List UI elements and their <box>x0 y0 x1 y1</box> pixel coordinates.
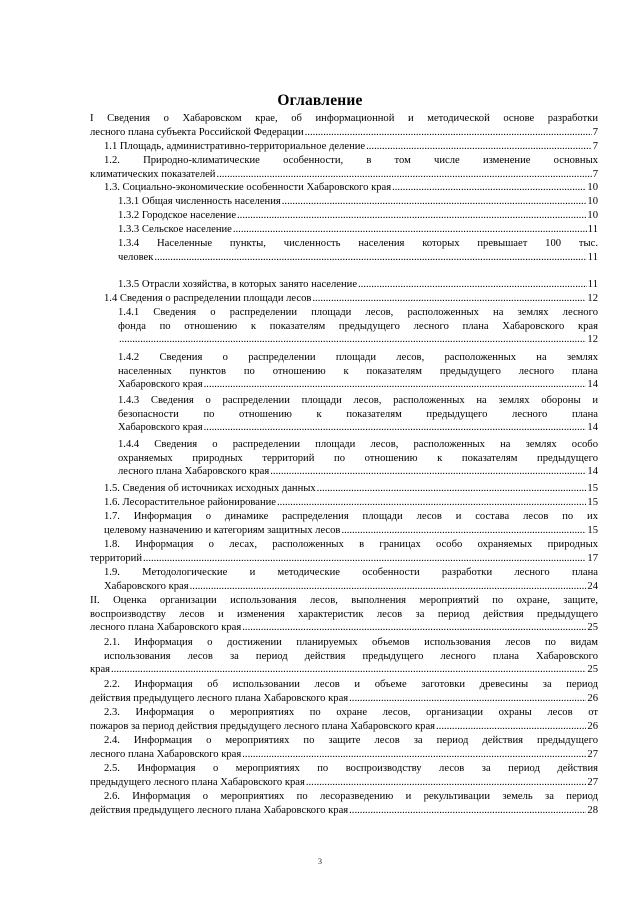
toc-entry-text: 2.1. Информация о достижении планируемых объемов использования лесов по видам <box>104 637 598 648</box>
toc-page-number: 27 <box>587 776 598 788</box>
toc-entry-text: 1.4.3 Сведения о распределении площади лесов, расположенных на землях обороны и <box>118 395 598 406</box>
toc-entry-text: 1.3. Социально-экономические особенности Хабаровского края <box>104 182 392 193</box>
toc-entry-text: 1.5. Сведения об источниках исходных данных <box>104 483 316 494</box>
toc-entry-text: 2.3. Информация о мероприятиях по охране лесов, организации охраны лесов от <box>104 707 598 718</box>
toc-entry-text: лесного плана Хабаровского края <box>118 466 270 478</box>
dot-leader <box>242 621 586 635</box>
page-title: Оглавление <box>277 92 363 109</box>
toc-entry-text: территорий <box>90 552 143 564</box>
page-number: 3 <box>318 857 322 866</box>
toc-entry-text: использования лесов за период действия предыдущего лесного плана Хабаровского <box>104 650 598 662</box>
dot-leader <box>312 292 586 306</box>
toc-entry-text: Хабаровского края <box>104 580 189 592</box>
toc-entry-text: 1.4 Сведения о распределении площади лесов <box>104 293 312 304</box>
toc-page-number: 12 <box>587 334 598 346</box>
toc-page-number: 26 <box>587 692 598 704</box>
toc-entry-text: 1.4.1 Сведения о распределении площади лесов, расположенных на землях лесного <box>118 307 598 318</box>
toc-entry-text: фонда по отношению к показателям предыдущего лесного плана Хабаровского края <box>118 320 598 332</box>
toc-entry-text: населенных пунктов по отношению к показателям предыдущего лесного плана <box>118 365 598 377</box>
toc-entry[interactable] <box>118 278 598 292</box>
toc-entry-text: 1.3.2 Городское население <box>118 210 237 221</box>
dot-leader <box>111 663 586 677</box>
dot-leader <box>317 482 587 496</box>
toc-entry-text: 1.2. Природно-климатические особенности, в том числе изменение основных <box>104 155 598 166</box>
toc-page-number: 11 <box>587 224 598 235</box>
toc-page-number: 10 <box>587 196 598 207</box>
toc-entry-text: действия предыдущего лесного плана Хабаровского края <box>90 804 349 816</box>
toc-entry-text: действия предыдущего лесного плана Хабаровского края <box>90 692 349 704</box>
dot-leader <box>358 278 587 292</box>
toc-entry[interactable] <box>90 790 598 817</box>
toc-entry-text: лесного плана Хабаровского края <box>90 748 242 760</box>
toc-entry[interactable] <box>90 706 598 733</box>
dot-leader <box>233 223 587 237</box>
toc-entry[interactable] <box>90 112 598 139</box>
toc-entry-text: I Сведения о Хабаровском крае, об информационной и методической основе разработки <box>90 113 598 124</box>
toc-entry-text: лесного плана субъекта Российской Федерации <box>90 126 304 138</box>
toc-entry[interactable] <box>90 594 598 635</box>
toc-entry-text: лесного плана Хабаровского края <box>90 622 242 634</box>
dot-leader <box>204 421 587 435</box>
dot-leader <box>119 333 586 347</box>
toc-page-number: 7 <box>592 168 598 180</box>
dot-leader <box>237 209 586 223</box>
toc-entry-text: целевому назначению и категориям защитных лесов <box>104 524 341 536</box>
toc-entry-text: воспроизводству лесов и изменения характеристик лесов за период действия предыдущего <box>90 608 598 620</box>
toc-entry-text: 1.3.4 Населенные пункты, численность населения которых превышает 100 тыс. <box>118 238 598 249</box>
toc-page-number: 7 <box>592 126 598 138</box>
toc-entry-text: 2.4. Информация о мероприятиях по защите лесов за период действия предыдущего <box>104 735 598 746</box>
dot-leader <box>392 181 586 195</box>
dot-leader <box>305 126 592 140</box>
toc-entry[interactable] <box>104 140 598 154</box>
toc-entry-text: предыдущего лесного плана Хабаровского края <box>90 776 305 788</box>
toc-page-number: 11 <box>587 279 598 290</box>
toc-entry[interactable] <box>90 762 598 789</box>
toc-entry[interactable] <box>104 496 598 510</box>
toc-entry-text: 2.2. Информация об использовании лесов и объеме заготовки древесины за период <box>104 679 598 690</box>
toc-entry[interactable] <box>118 223 598 237</box>
toc-entry[interactable] <box>90 678 598 705</box>
toc-entry-text: человек <box>118 251 154 263</box>
toc-entry[interactable] <box>104 482 598 496</box>
toc-page-number: 11 <box>587 251 598 263</box>
toc-entry-text: безопасности по отношению к показателям предыдущего лесного плана <box>118 408 598 420</box>
toc-entry-text: 1.6. Лесорастительное районирование <box>104 497 277 508</box>
dot-leader <box>190 580 587 594</box>
dot-leader <box>143 552 586 566</box>
dot-leader <box>349 692 586 706</box>
dot-leader <box>216 168 591 182</box>
toc-entry[interactable] <box>118 351 598 392</box>
toc-page-number: 26 <box>587 720 598 732</box>
toc-entry[interactable] <box>90 154 598 181</box>
toc-page-number: 10 <box>587 182 598 193</box>
toc-entry-text: 1.4.2 Сведения о распределении площади лесов, расположенных на землях <box>118 352 598 363</box>
dot-leader <box>366 140 592 154</box>
toc-page-number: 24 <box>587 580 598 592</box>
toc-page-number: 15 <box>587 483 598 494</box>
toc-entry[interactable] <box>104 566 598 593</box>
dot-leader <box>154 251 586 265</box>
toc-entry-text: 1.4.4 Сведения о распределении площади лесов, расположенных на землях особо <box>118 439 598 450</box>
toc-entry[interactable] <box>90 538 598 565</box>
dot-leader <box>436 720 586 734</box>
toc-entry-text: 1.3.3 Сельское население <box>118 224 232 235</box>
toc-page-number: 17 <box>587 552 598 564</box>
dot-leader <box>204 378 587 392</box>
toc-entry[interactable] <box>104 292 598 306</box>
toc-page-number: 14 <box>587 422 598 434</box>
toc-page-number: 14 <box>587 466 598 478</box>
toc-entry[interactable] <box>104 181 598 195</box>
toc-page-number: 25 <box>587 622 598 634</box>
toc-entry-text: Хабаровского края <box>118 422 203 434</box>
toc-page-number: 15 <box>587 497 598 508</box>
toc-entry[interactable] <box>118 195 598 209</box>
dot-leader <box>242 748 586 762</box>
toc-page-number: 25 <box>587 664 598 676</box>
toc-entry-text: 1.9. Методологические и методические особенности разработки лесного плана <box>104 567 598 578</box>
dot-leader <box>349 804 586 818</box>
toc-entry-text: 1.7. Информация о динамике распределения площади лесов и состава лесов по их <box>104 511 598 522</box>
toc-entry[interactable] <box>118 438 598 479</box>
toc-entry-text: края <box>90 664 111 676</box>
dot-leader <box>270 465 586 479</box>
toc-page-number: 14 <box>587 379 598 391</box>
toc-page-number: 7 <box>592 141 598 152</box>
toc-page-number: 10 <box>587 210 598 221</box>
toc-entry[interactable] <box>118 209 598 223</box>
toc-entry-text: 2.5. Информация о мероприятиях по воспроизводству лесов за период действия <box>104 763 598 774</box>
toc-page-number: 27 <box>587 748 598 760</box>
toc-entry-text: 2.6. Информация о мероприятиях по лесоразведению и рекультивации земель за период <box>104 791 598 802</box>
toc-entry[interactable] <box>90 734 598 761</box>
toc-entry[interactable] <box>104 510 598 537</box>
dot-leader <box>282 195 587 209</box>
toc-entry[interactable] <box>118 237 598 264</box>
dot-leader <box>341 524 586 538</box>
toc-entry-text: II. Оценка организации использования лесов, выполнения мероприятий по охране, защите, <box>90 595 598 606</box>
dot-leader <box>277 496 586 510</box>
dot-leader <box>306 776 587 790</box>
toc-entry[interactable] <box>118 306 598 347</box>
toc-entry-text: 1.8. Информация о лесах, расположенных в границах особо охраняемых природных <box>104 539 598 550</box>
toc-page-number: 28 <box>587 804 598 816</box>
toc-entry[interactable] <box>90 636 598 677</box>
toc-entry-text: пожаров за период действия предыдущего лесного плана Хабаровского края <box>90 720 436 732</box>
toc-page-number: 15 <box>587 524 598 536</box>
toc-entry[interactable] <box>118 394 598 435</box>
toc-entry-text: 1.1 Площадь, административно-территориальное деление <box>104 141 366 152</box>
toc-entry-text: Хабаровского края <box>118 379 203 391</box>
toc-entry-text: 1.3.1 Общая численность населения <box>118 196 281 207</box>
toc-entry-text: климатических показателей <box>90 168 216 180</box>
toc-page-number: 12 <box>587 293 598 304</box>
toc-entry-text: охраняемых природных территорий по отношению к показателям предыдущего <box>118 452 598 464</box>
toc-entry-text: 1.3.5 Отрасли хозяйства, в которых занято население <box>118 279 358 290</box>
